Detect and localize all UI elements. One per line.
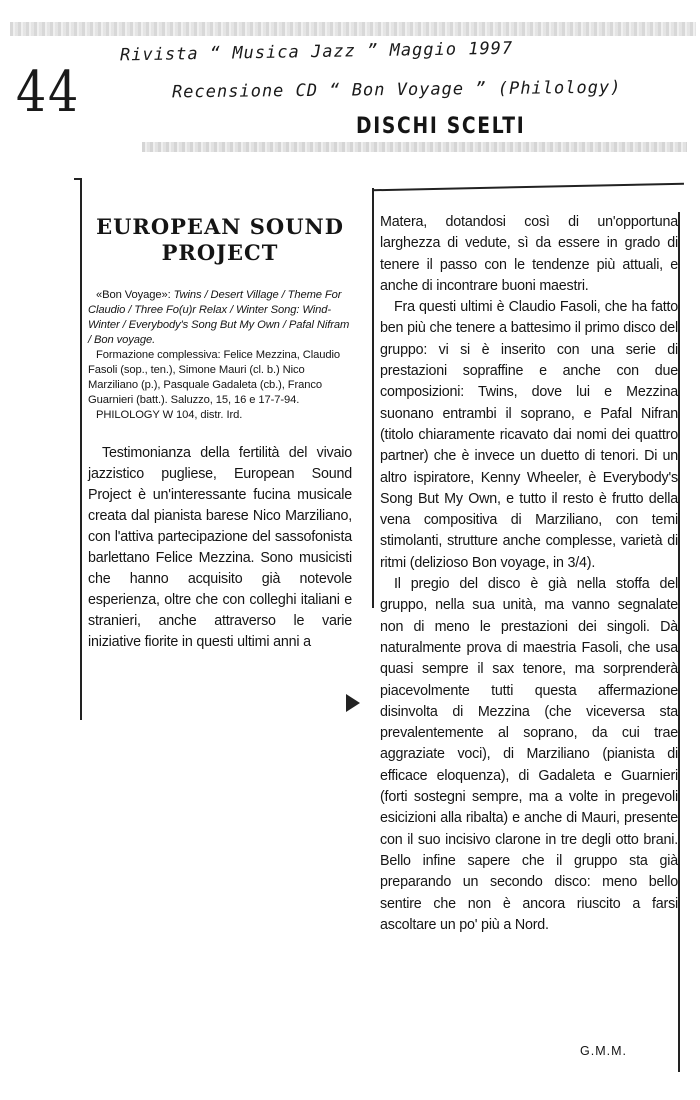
pen-margin-line-outer	[678, 212, 680, 1072]
album-lineup: Formazione complessiva: Felice Mezzina, Claudio Fasoli (sop., ten.), Simone Mauri (cl. b.) Nico Marziliano (p.), Pasquale Gadaleta (cb.), Franco Guarnieri (batt.). Saluzzo, 15, 16 e 17-7-94.	[88, 349, 341, 406]
review-body-right	[380, 212, 678, 936]
headline-line-1: EUROPEAN SOUND	[96, 214, 344, 239]
review-body-left	[88, 443, 352, 653]
article-right-column	[380, 212, 678, 936]
scan-noise-band-lower	[142, 142, 687, 152]
handwritten-review-note: Recensione CD “ Bon Voyage ” (Philology)	[171, 77, 622, 103]
album-title: «Bon Voyage»	[96, 289, 168, 301]
article-headline	[88, 214, 352, 266]
album-label: PHILOLOGY W 104, distr. Ird.	[96, 409, 243, 421]
album-credits	[88, 288, 352, 423]
article-left-column	[88, 196, 352, 653]
pen-top-line	[372, 183, 684, 192]
review-paragraph-2: Matera, dotandosi così di un'opportuna larghezza di vedute, sì da essere in grado di tenere il passo con le tendenze più attuali, e anche di incontrare buoni maestri.	[380, 214, 678, 294]
album-tracklist: Twins / Desert Village / Theme For Claudio / Three Fo(u)r Relax / Winter Song: Wind-Winter / Everybody's Song But My Own / Pafal Nifram / Bon voyage.	[88, 289, 350, 346]
album-tracks-paragraph: «Bon Voyage»: Twins / Desert Village / Theme For Claudio / Three Fo(u)r Relax / Winter Song: Wind-Winter / Everybody's Song But My Own / Pafal Nifram / Bon voyage.	[88, 289, 350, 346]
author-signature: G.M.M.	[580, 1044, 627, 1058]
scan-noise-band	[10, 22, 696, 36]
section-title: DISCHI SCELTI	[356, 114, 526, 139]
pen-margin-line-right	[372, 188, 374, 608]
review-paragraph-1: Testimonianza della fertilità del vivaio jazzistico pugliese, European Sound Project è un'interessante fucina musicale creata dal pianista barese Nico Marziliano, con l'attiva partecipazione del sassofonista barlettano Felice Mezzina. Sono musicisti che hanno acquisito già notevole esperienza, oltre che con colleghi italiani e stranieri, anche attraverso le varie iniziative fiorite in questi ultimi anni a	[88, 445, 352, 650]
review-paragraph-4: Il pregio del disco è già nella stoffa del gruppo, nella sua unità, ma vanno segnalate non di meno le prestazioni dei singoli. Dà naturalmente prova di maestria Fasoli, che usa quasi sempre il sax tenore, ma sorprenderà piacevolmente tutti questa affermazione disinvolta di Mezzina (che viceversa sta prevalentemente al soprano, da cui trae aggraziate voci), di Marziliano (pianista di efficace eloquenza), di Gadaleta e Guarnieri (forti sostegni sempre, ma a volte in pregevoli esicizioni alla ribalta) e anche di Mauri, presente con il suo incisivo clarone in tre degli otto brani. Bello infine sapere che il gruppo sta già preparando un secondo disco: meno bello sentire che non è ancora riuscito a farsi ascoltare un po' più a Nord.	[380, 576, 678, 933]
handwritten-page-number: 44	[16, 60, 80, 125]
review-paragraph-3: Fra questi ultimi è Claudio Fasoli, che ha fatto ben più che tenere a battesimo il primo disco del gruppo: vi si è inserito con una serie di prestazioni sopraffine e anche con due composizioni: Twins, dove lui e Mezzina suonano entrambi il soprano, e Pafal Nifran (titolo chiaramente ricavato dai nomi dei quattro partner) che è invece un duetto di tenori. Di un altro ispiratore, Kenny Wheeler, è Everybody's Song But My Own, e tutto il resto è frutto della vena compositiva di Marziliano, con temi stimolanti, strutture anche complesse, varietà di ritmi (delizioso Bon voyage, in 3/4).	[380, 299, 678, 571]
continue-arrow-icon	[346, 694, 360, 712]
pen-margin-line	[80, 180, 82, 720]
handwritten-source-note: Rivista “ Musica Jazz ” Maggio 1997	[119, 38, 514, 66]
headline-line-2: PROJECT	[161, 240, 279, 265]
